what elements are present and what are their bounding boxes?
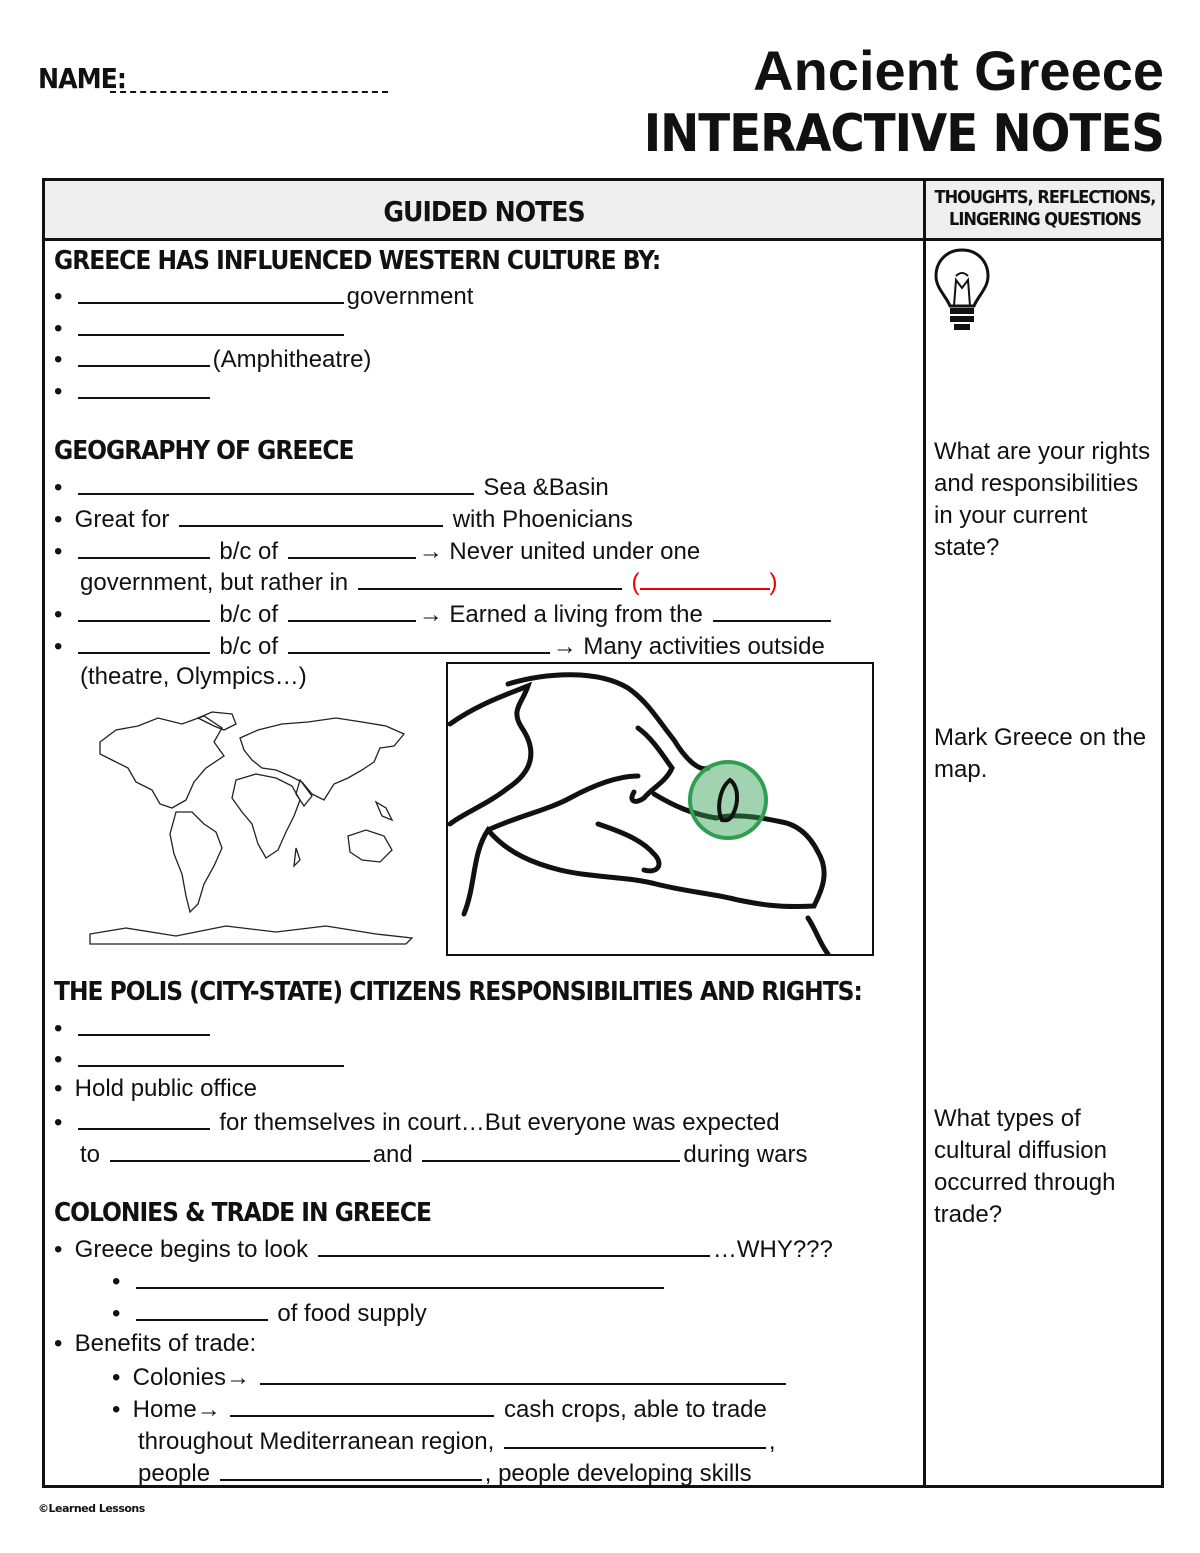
greece-highlight-circle[interactable] bbox=[686, 758, 770, 842]
list-item: • bbox=[54, 1012, 213, 1044]
list-item-continued: (theatre, Olympics…) bbox=[80, 663, 307, 690]
sub-list-item: • Colonies→ bbox=[112, 1361, 789, 1393]
item-text: (Amphitheatre) bbox=[212, 346, 372, 373]
list-item: • (Amphitheatre) bbox=[54, 343, 371, 375]
answer-blank-red[interactable] bbox=[640, 566, 770, 590]
answer-blank[interactable] bbox=[78, 598, 210, 622]
column-divider bbox=[923, 181, 926, 1485]
item-text: government, but rather in bbox=[80, 569, 349, 596]
item-text: b/c of bbox=[219, 633, 279, 660]
name-label: NAME: bbox=[38, 62, 126, 95]
sub-list-item: • Home→ cash crops, able to trade bbox=[112, 1393, 767, 1425]
answer-blank[interactable] bbox=[260, 1361, 786, 1385]
item-text: , people developing skills bbox=[484, 1460, 752, 1487]
item-text: to bbox=[80, 1141, 101, 1168]
section-heading-influence: GREECE HAS INFLUENCED WESTERN CULTURE BY: bbox=[54, 246, 661, 276]
answer-blank[interactable] bbox=[78, 343, 210, 367]
list-item-continued bbox=[80, 566, 778, 598]
answer-blank[interactable] bbox=[78, 375, 210, 399]
section-heading-polis: THE POLIS (CITY-STATE) CITIZENS RESPONSIBILITIES AND RIGHTS: bbox=[54, 977, 862, 1007]
column-header-guided-notes: GUIDED NOTES bbox=[383, 195, 585, 228]
sub-list-item-continued bbox=[138, 1425, 776, 1457]
section-heading-colonies: COLONIES & TRADE IN GREECE bbox=[54, 1198, 432, 1228]
list-item: • Greece begins to look …WHY??? bbox=[54, 1233, 833, 1265]
answer-blank[interactable] bbox=[288, 630, 550, 654]
reflection-question-1: What are your rights and responsibilities in your current state? bbox=[934, 438, 1151, 561]
item-text: and bbox=[372, 1141, 413, 1168]
page-title: Ancient Greece bbox=[753, 39, 1164, 102]
answer-blank[interactable] bbox=[713, 598, 831, 622]
item-text: Hold public office bbox=[74, 1075, 258, 1102]
item-text: → Never united under one bbox=[418, 538, 701, 565]
answer-blank[interactable] bbox=[136, 1265, 664, 1289]
list-item: • b/c of → Never united under one bbox=[54, 535, 700, 567]
answer-blank[interactable] bbox=[78, 535, 210, 559]
answer-blank[interactable] bbox=[78, 630, 210, 654]
list-item: • bbox=[54, 312, 347, 344]
list-item: • bbox=[54, 375, 213, 407]
answer-blank[interactable] bbox=[504, 1425, 766, 1449]
answer-blank[interactable] bbox=[358, 566, 622, 590]
item-text: during wars bbox=[683, 1141, 808, 1168]
answer-blank[interactable] bbox=[220, 1457, 482, 1481]
answer-blank[interactable] bbox=[179, 503, 443, 527]
red-paren-close: ) bbox=[769, 569, 778, 596]
list-item: • b/c of → Many activities outside bbox=[54, 630, 825, 662]
answer-blank[interactable] bbox=[78, 471, 474, 495]
section-heading-geography: GEOGRAPHY OF GREECE bbox=[54, 436, 354, 466]
item-text: → Many activities outside bbox=[552, 633, 825, 660]
column-header-reflections-line2: LINGERING QUESTIONS bbox=[949, 209, 1141, 230]
list-item: • Hold public office bbox=[54, 1075, 258, 1102]
name-field[interactable] bbox=[110, 91, 388, 93]
item-text: Home→ bbox=[132, 1396, 221, 1423]
answer-blank[interactable] bbox=[78, 280, 344, 304]
red-paren-open: ( bbox=[631, 569, 640, 596]
item-text: Great for bbox=[74, 506, 170, 533]
sub-list-item: • of food supply bbox=[112, 1297, 427, 1329]
answer-blank[interactable] bbox=[422, 1138, 680, 1162]
page-subtitle: INTERACTIVE NOTES bbox=[643, 104, 1164, 164]
item-text: → Earned a living from the bbox=[418, 601, 703, 628]
column-header-reflections bbox=[926, 187, 1164, 231]
sub-list-item-continued bbox=[138, 1457, 752, 1489]
list-item: • Sea &Basin bbox=[54, 471, 609, 503]
item-text: throughout Mediterranean region, bbox=[138, 1428, 495, 1455]
item-text: b/c of bbox=[219, 538, 279, 565]
item-text: …WHY??? bbox=[712, 1236, 833, 1263]
mediterranean-map bbox=[446, 662, 874, 956]
item-text: , bbox=[768, 1428, 776, 1455]
answer-blank[interactable] bbox=[136, 1297, 268, 1321]
reflection-question-3: What types of cultural diffusion occurred through trade? bbox=[934, 1105, 1116, 1228]
copyright: ©Learned Lessons bbox=[38, 1502, 145, 1515]
lightbulb-icon bbox=[932, 246, 992, 334]
answer-blank[interactable] bbox=[318, 1233, 710, 1257]
answer-blank[interactable] bbox=[78, 1012, 210, 1036]
answer-blank[interactable] bbox=[110, 1138, 370, 1162]
list-item: • government bbox=[54, 280, 473, 312]
list-item: • bbox=[54, 1043, 347, 1075]
answer-blank[interactable] bbox=[288, 535, 416, 559]
list-item: • for themselves in court…But everyone was expected bbox=[54, 1106, 780, 1138]
world-map bbox=[86, 708, 416, 950]
sub-list-item: • bbox=[112, 1265, 667, 1297]
answer-blank[interactable] bbox=[78, 1043, 344, 1067]
column-header-reflections-line1: THOUGHTS, REFLECTIONS, bbox=[934, 187, 1156, 208]
item-text: government bbox=[346, 283, 474, 310]
list-item: • b/c of → Earned a living from the bbox=[54, 598, 834, 630]
item-text: people bbox=[138, 1460, 211, 1487]
reflection-question-2: Mark Greece on the map. bbox=[934, 724, 1147, 783]
list-item-continued bbox=[80, 1138, 807, 1170]
item-text: Benefits of trade: bbox=[74, 1330, 257, 1357]
answer-blank[interactable] bbox=[288, 598, 416, 622]
item-text: Sea &Basin bbox=[483, 474, 609, 501]
item-text: cash crops, able to trade bbox=[504, 1396, 767, 1423]
item-text: Colonies→ bbox=[132, 1364, 251, 1391]
item-text: b/c of bbox=[219, 601, 279, 628]
answer-blank[interactable] bbox=[78, 312, 344, 336]
item-text: Greece begins to look bbox=[74, 1236, 309, 1263]
answer-blank[interactable] bbox=[78, 1106, 210, 1130]
item-text: of food supply bbox=[277, 1300, 427, 1327]
list-item: • Great for with Phoenicians bbox=[54, 503, 633, 535]
answer-blank[interactable] bbox=[230, 1393, 494, 1417]
item-text: for themselves in court…But everyone was expected bbox=[219, 1109, 780, 1136]
table-header bbox=[45, 181, 1161, 241]
item-text: with Phoenicians bbox=[452, 506, 633, 533]
list-item: • Benefits of trade: bbox=[54, 1330, 257, 1357]
